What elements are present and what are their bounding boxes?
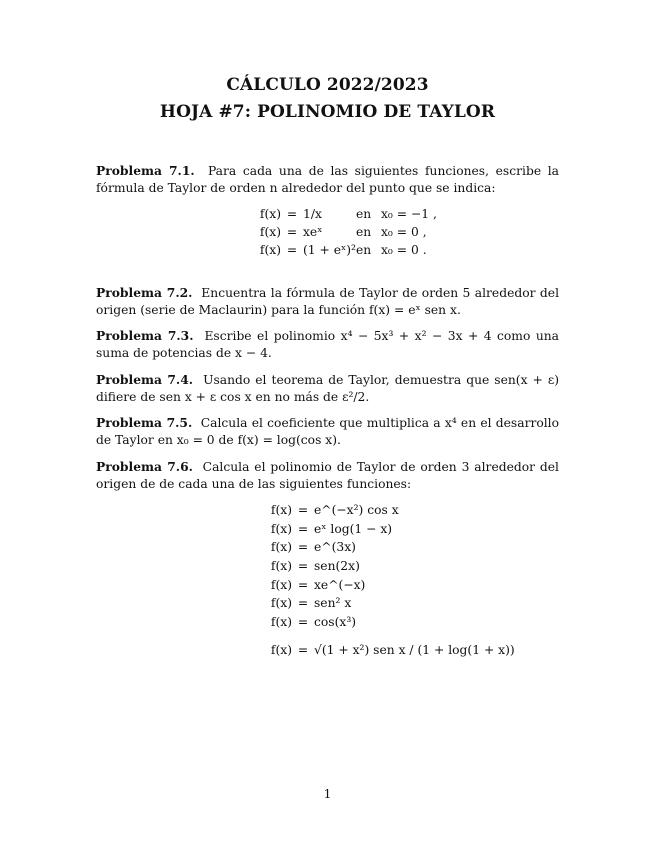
function-rel: = xyxy=(297,521,309,536)
function-rhs: sen² x xyxy=(314,596,352,611)
function-rhs: eˣ log(1 − x) xyxy=(314,521,393,536)
function-row xyxy=(256,538,515,557)
problem-text: Para cada una de las siguientes funciones, escribe la fórmula de Taylor de orden n alrededor del punto que se indica: xyxy=(96,164,559,195)
function-rel: = xyxy=(297,643,309,658)
function-rel: = xyxy=(297,596,309,611)
function-rhs: cos(x³) xyxy=(314,614,357,629)
function-row xyxy=(256,594,515,613)
function-lhs: f(x) xyxy=(270,596,292,611)
equation-row xyxy=(232,205,437,223)
function-lhs: f(x) xyxy=(270,577,292,592)
function-rhs: √(1 + x²) sen x / (1 + log(1 + x)) xyxy=(314,643,515,658)
problem-label: Problema 7.3. xyxy=(96,328,194,343)
function-rel: = xyxy=(297,540,309,555)
equation-rel: = xyxy=(286,225,298,239)
problem-label: Problema 7.5. xyxy=(96,415,193,430)
equation-rel: = xyxy=(286,243,298,257)
sheet-title: HOJA #7: POLINOMIO DE TAYLOR xyxy=(159,102,496,122)
function-row xyxy=(256,501,515,520)
page-number: 1 xyxy=(323,787,332,801)
function-lhs: f(x) xyxy=(270,614,292,629)
equation-word: en xyxy=(356,207,372,221)
function-rel: = xyxy=(297,559,309,574)
problem-label: Problema 7.6. xyxy=(96,459,193,474)
problem-7-1 xyxy=(96,162,559,197)
function-rhs: sen(2x) xyxy=(314,559,360,574)
problem-label: Problema 7.2. xyxy=(96,285,193,300)
equation-lhs: f(x) xyxy=(259,243,281,257)
equation-rhs: xeˣ xyxy=(303,225,323,239)
function-lhs: f(x) xyxy=(270,559,292,574)
equation-lhs: f(x) xyxy=(259,207,281,221)
function-rhs: e^(3x) xyxy=(314,540,356,555)
problem-7-3 xyxy=(96,327,559,362)
function-row xyxy=(256,575,515,594)
function-list xyxy=(256,501,515,669)
problem-text: Usando el teorema de Taylor, demuestra que sen(x + ε) difiere de sen x + ε cos x en no más de ε²/2. xyxy=(96,373,559,404)
function-row xyxy=(256,631,515,669)
equation-rhs: (1 + eˣ)² xyxy=(303,243,356,257)
equation-point: x₀ = −1 , xyxy=(381,207,437,221)
equation-row xyxy=(232,241,437,259)
course-title: CÁLCULO 2022/2023 xyxy=(226,75,429,95)
problem-text: Encuentra la fórmula de Taylor de orden 5 alrededor del origen (serie de Maclaurin) para la función f(x) = eˣ sen x. xyxy=(96,286,559,317)
function-lhs: f(x) xyxy=(270,540,292,555)
problem-label: Problema 7.1. xyxy=(96,163,195,178)
problem-text: Calcula el polinomio de Taylor de orden 3 alrededor del origen de de cada una de las siguientes funciones: xyxy=(96,460,559,491)
function-rel: = xyxy=(297,577,309,592)
function-row xyxy=(256,520,515,539)
equation-word: en xyxy=(356,243,372,257)
problem-label: Problema 7.4. xyxy=(96,372,194,387)
equation-point: x₀ = 0 . xyxy=(381,243,427,257)
equation-rhs: 1/x xyxy=(303,207,322,221)
function-lhs: f(x) xyxy=(270,643,292,658)
problem-7-5 xyxy=(96,414,559,449)
problem-7-4 xyxy=(96,371,559,406)
equation-rel: = xyxy=(286,207,298,221)
problem-7-6 xyxy=(96,458,559,493)
problem-text: Escribe el polinomio x⁴ − 5x³ + x² − 3x + 4 como una suma de potencias de x − 4. xyxy=(96,329,559,360)
equation-lhs: f(x) xyxy=(259,225,281,239)
function-rel: = xyxy=(297,614,309,629)
problem-text: Calcula el coeficiente que multiplica a x⁴ en el desarrollo de Taylor en x₀ = 0 de f(x) = log(cos x). xyxy=(96,416,559,447)
equation-point: x₀ = 0 , xyxy=(381,225,427,239)
function-lhs: f(x) xyxy=(270,521,292,536)
function-row xyxy=(256,557,515,576)
equation-word: en xyxy=(356,225,372,239)
taylor-equations xyxy=(232,205,437,259)
problem-7-2 xyxy=(96,284,559,319)
function-rhs: e^(−x²) cos x xyxy=(314,503,399,518)
function-row xyxy=(256,613,515,632)
function-lhs: f(x) xyxy=(270,503,292,518)
equation-row xyxy=(232,223,437,241)
function-rhs: xe^(−x) xyxy=(314,577,366,592)
function-rel: = xyxy=(297,503,309,518)
